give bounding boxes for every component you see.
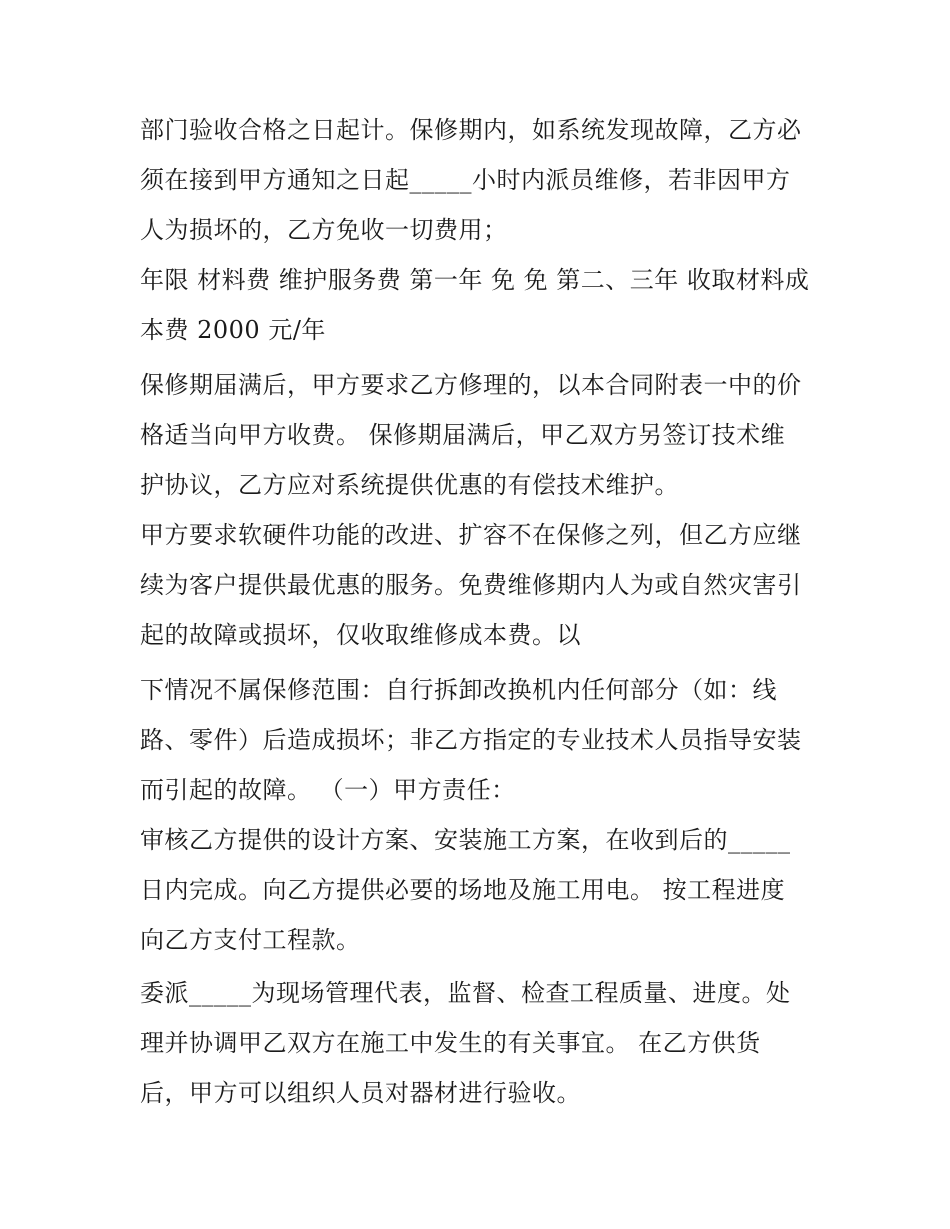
- text-line: 而引起的故障。 （一）甲方责任：: [140, 776, 516, 804]
- text-line: 本费 2000 元/年: [140, 316, 326, 344]
- text-line: 理并协调甲乙双方在施工中发生的有关事宜。 在乙方供货: [140, 1029, 761, 1057]
- text-line: 后，甲方可以组织人员对器材进行验收。: [140, 1079, 581, 1107]
- text-line: 年限 材料费 维护服务费 第一年 免 免 第二、三年 收取材料成: [140, 266, 810, 294]
- text-line: 向乙方支付工程款。: [140, 926, 361, 954]
- text-line: 委派_____为现场管理代表，监督、检查工程质量、进度。处: [140, 979, 791, 1007]
- text-line: 续为客户提供最优惠的服务。免费维修期内人为或自然灾害引: [140, 571, 802, 599]
- text-line: 下情况不属保修范围：自行拆卸改换机内任何部分（如：线: [140, 676, 777, 704]
- text-line: 须在接到甲方通知之日起_____小时内派员维修，若非因甲方: [140, 166, 791, 194]
- text-line: 部门验收合格之日起计。保修期内，如系统发现故障，乙方必: [140, 116, 802, 144]
- text-line: 日内完成。向乙方提供必要的场地及施工用电。 按工程进度: [140, 876, 786, 904]
- text-line: 甲方要求软硬件功能的改进、扩容不在保修之列，但乙方应继: [140, 521, 802, 549]
- text-line: 起的故障或损坏，仅收取维修成本费。以: [140, 621, 581, 649]
- text-line: 保修期届满后，甲方要求乙方修理的，以本合同附表一中的价: [140, 371, 802, 399]
- text-line: 路、零件）后造成损坏；非乙方指定的专业技术人员指导安装: [140, 726, 802, 754]
- text-line: 审核乙方提供的设计方案、安装施工方案，在收到后的_____: [140, 826, 791, 854]
- text-line: 护协议，乙方应对系统提供优惠的有偿技术维护。: [140, 471, 679, 499]
- text-line: 格适当向甲方收费。 保修期届满后，甲乙双方另签订技术维: [140, 421, 786, 449]
- text-line: 人为损坏的，乙方免收一切费用；: [140, 216, 508, 244]
